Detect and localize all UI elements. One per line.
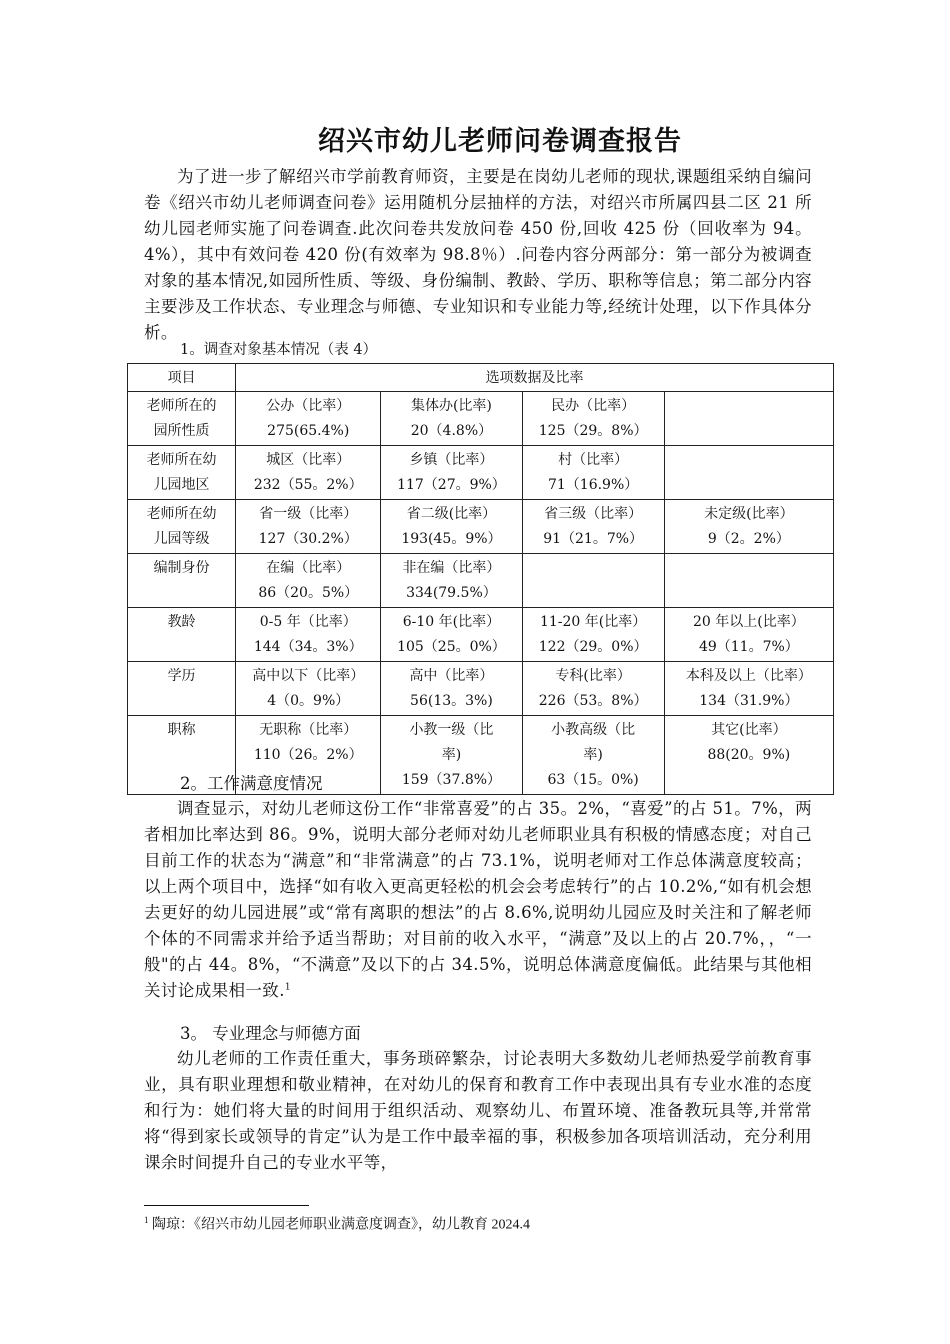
table-cell	[664, 608, 833, 662]
cell-line: 49（11。7%）	[698, 639, 799, 655]
section3-paragraph: 幼儿老师的工作责任重大，事务琐碎繁杂，讨论表明大多数幼儿老师热爱学前教育事业，具有职业理想和敬业精神，在对幼儿的保育和教育工作中表现出具有专业水准的态度和行为：她们将大量的时间用于组织活动、观察幼儿、布置环境、准备教玩具等,并常常将“得到家长或领导的肯定”认为是工作中最幸福的事，积极参加各项培训活动，充分利用课余时间提升自己的专业水平等，	[144, 1049, 812, 1172]
footnote-reference[interactable]: 1	[284, 982, 291, 993]
cell-line: 高中（比率）	[409, 668, 494, 684]
cell-line: 专科(比率）	[555, 668, 631, 684]
cell-line: 城区（比率）	[266, 452, 351, 468]
cell-line: 125（29。8%）	[538, 423, 648, 439]
row-label-line: 儿园等级	[153, 531, 210, 547]
cell-line: 86（20。5%）	[258, 585, 359, 601]
table-cell	[236, 662, 381, 716]
cell-line: 9（2。2%）	[707, 531, 790, 547]
table-cell	[381, 500, 522, 554]
cell-line: 122（29。0%）	[538, 639, 648, 655]
table-cell	[664, 716, 833, 795]
footnote	[144, 1210, 530, 1236]
table-row	[128, 608, 834, 662]
row-label-line: 老师所在的	[146, 398, 217, 414]
cell-line: 率)	[441, 747, 462, 763]
footnote-text: 陶琼：《绍兴市幼儿园老师职业满意度调查》，幼儿教育 2024.4	[148, 1217, 530, 1233]
row-label	[128, 608, 236, 662]
table-cell	[381, 662, 522, 716]
row-label-line: 编制身份	[153, 560, 210, 576]
row-label-line: 园所性质	[153, 423, 210, 439]
cell-line: 134（31.9%）	[699, 693, 799, 709]
survey-table-body	[128, 364, 834, 795]
row-label-line: 学历	[167, 668, 196, 684]
table-cell	[381, 716, 522, 795]
cell-line: 小教高级（比	[551, 722, 636, 738]
table-cell	[522, 608, 664, 662]
cell-line: 275(65.4%)	[267, 423, 350, 439]
document-title: 绍兴市幼儿老师问卷调查报告	[318, 126, 682, 157]
row-label	[128, 446, 236, 500]
section3-heading: 3。 专业理念与师德方面	[180, 1024, 361, 1043]
cell-line: 232（55。2%）	[253, 477, 363, 493]
cell-line: 20 年以上(比率）	[692, 614, 805, 630]
cell-line: 127（30.2%）	[258, 531, 358, 547]
row-label-line: 老师所在幼	[146, 452, 217, 468]
cell-line: 334(79.5%）	[406, 585, 497, 601]
table-cell	[236, 608, 381, 662]
cell-line: 20（4.8%）	[410, 423, 493, 439]
cell-line: 省二级(比率）	[406, 506, 497, 522]
row-label-line: 职称	[167, 722, 196, 738]
cell-line: 率)	[583, 747, 603, 763]
row-label-line: 儿园地区	[153, 477, 210, 493]
cell-line: 159（37.8%）	[401, 772, 502, 788]
table-cell	[381, 554, 522, 608]
footnote-divider	[144, 1205, 309, 1206]
cell-line: 在编（比率）	[266, 560, 351, 576]
cell-line: 民办（比率）	[551, 398, 636, 414]
cell-line: 小教一级（比	[409, 722, 494, 738]
row-label	[128, 392, 236, 446]
cell-line: 193(45。9%）	[401, 531, 502, 547]
table-header-row	[128, 364, 834, 392]
intro-paragraph: 为了进一步了解绍兴市学前教育师资，主要是在岗幼儿老师的现状,课题组采纳自编问卷《绍兴市幼儿老师调查问卷》运用随机分层抽样的方法，对绍兴市所属四县二区 21 所幼儿园老师实施了问卷调查.此次问卷共发放问卷 450 份,回收 425 份（回收率为 94。4%），其中有效问卷 420 份(有效率为 98.8％）.问卷内容分两部分：第一部分为被调查对象的基本情况,如园所性质、等级、身份编制、教龄、学历、职称等信息；第二部分内容主要涉及工作状态、专业理念与师德、专业知识和专业能力等,经统计处理，以下作具体分析。	[144, 167, 812, 342]
footnote-mark: 1	[144, 1215, 149, 1225]
table-cell	[522, 500, 664, 554]
cell-line: 56(13。3%)	[410, 693, 493, 709]
row-label	[128, 554, 236, 608]
table-row	[128, 554, 834, 608]
table-cell	[236, 446, 381, 500]
table-cell	[381, 608, 522, 662]
table-cell	[664, 446, 833, 500]
header-item: 项目	[128, 364, 236, 392]
cell-line: 本科及以上（比率）	[685, 668, 812, 684]
table-row	[128, 500, 834, 554]
cell-line: 其它(比率）	[711, 722, 787, 738]
cell-line: 集体办(比率)	[410, 398, 492, 414]
cell-line: 4（0。9%）	[267, 693, 350, 709]
row-label	[128, 662, 236, 716]
table-row	[128, 446, 834, 500]
cell-line: 71（16.9%）	[547, 477, 639, 493]
cell-line: 6-10 年(比率）	[402, 614, 501, 630]
cell-line: 乡镇（比率）	[409, 452, 494, 468]
survey-table	[127, 363, 834, 795]
cell-line: 高中以下（比率）	[252, 668, 365, 684]
cell-line: 村（比率）	[558, 452, 629, 468]
table-cell	[664, 554, 833, 608]
table-cell	[664, 500, 833, 554]
table-cell	[381, 392, 522, 446]
table-row	[128, 392, 834, 446]
cell-line: 105（25。0%）	[397, 639, 506, 655]
section2-heading: 2。工作满意度情况	[180, 774, 323, 793]
cell-line: 省一级（比率）	[259, 506, 358, 522]
table-cell	[236, 500, 381, 554]
table-cell	[522, 716, 664, 795]
cell-line: 91（21。7%）	[543, 531, 644, 547]
table-cell	[236, 392, 381, 446]
row-label	[128, 500, 236, 554]
cell-line: 117（27。9%）	[397, 477, 506, 493]
section2-paragraph	[144, 796, 812, 1004]
row-label-line: 老师所在幼	[146, 506, 217, 522]
cell-line: 省三级（比率）	[544, 506, 643, 522]
table-cell	[381, 446, 522, 500]
table-cell	[236, 554, 381, 608]
cell-line: 无职称（比率）	[259, 722, 358, 738]
table-cell	[522, 392, 664, 446]
table-cell	[664, 662, 833, 716]
table-caption: 1。调查对象基本情况（表 4）	[180, 342, 378, 358]
cell-line: 226（53。8%）	[538, 693, 648, 709]
cell-line: 未定级(比率）	[704, 506, 794, 522]
table-row	[128, 662, 834, 716]
table-cell	[522, 446, 664, 500]
table-cell	[664, 392, 833, 446]
cell-line: 110（26。2%）	[253, 747, 363, 763]
table-cell	[522, 662, 664, 716]
cell-line: 非在编（比率）	[402, 560, 501, 576]
row-label-line: 教龄	[167, 614, 196, 630]
cell-line: 0-5 年（比率）	[259, 614, 357, 630]
cell-line: 144（34。3%）	[253, 639, 363, 655]
table-cell	[522, 554, 664, 608]
cell-line: 63（15。0%)	[547, 772, 639, 788]
cell-line: 11-20 年(比率）	[539, 614, 647, 630]
section2-text: 调查显示，对幼儿老师这份工作“非常喜爱”的占 35。2%，“喜爱”的占 51。7%，两者相加比率达到 86。9%，说明大部分老师对幼儿老师职业具有积极的情感态度；对自己目前工作的状态为“满意”和“非常满意”的占 73.1%，说明老师对工作总体满意度较高；以上两个项目中，选择“如有收入更高更轻松的机会会考虑转行”的占 10.2%,“如有机会想去更好的幼儿园进展”或“常有离职的想法”的占 8.6%,说明幼儿园应及时关注和了解老师个体的不同需求并给予适当帮助；对目前的收入水平，“满意”及以上的占 20.7%，，“一般"的占 44。8%，“不满意”及以下的占 34.5%，说明总体满意度偏低。此结果与其他相关讨论成果相一致.	[144, 799, 812, 1000]
cell-line: 88(20。9%)	[707, 747, 791, 763]
header-options: 选项数据及比率	[236, 364, 834, 392]
cell-line: 公办（比率）	[266, 398, 351, 414]
